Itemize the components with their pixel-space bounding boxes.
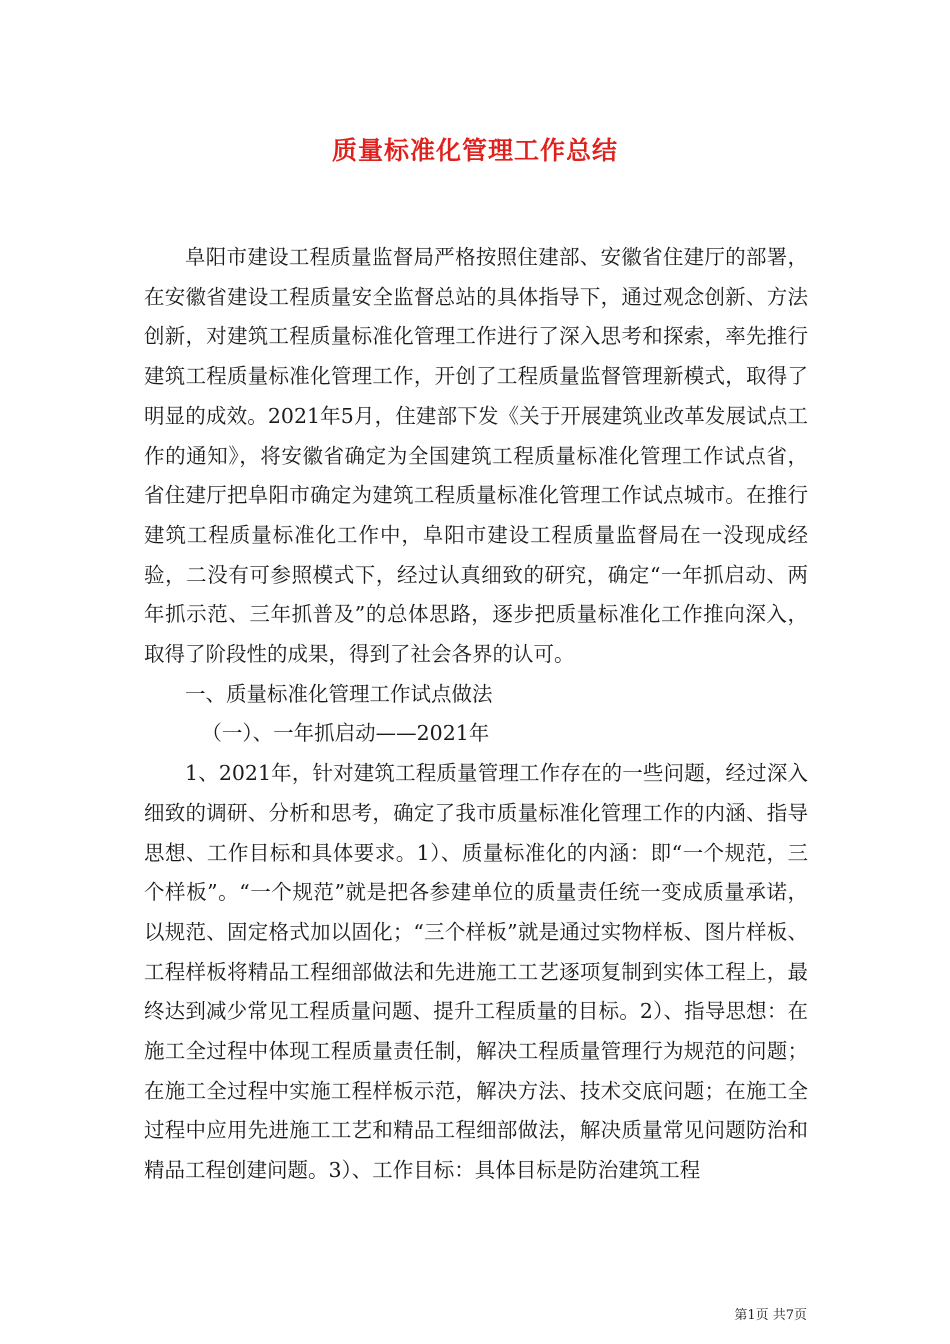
intro-paragraph: 阜阳市建设工程质量监督局严格按照住建部、安徽省住建厅的部署，在安徽省建设工程质量安全监督总站的具体指导下，通过观念创新、方法创新，对建筑工程质量标准化管理工作进行了深入思考和探索，率先推行建筑工程质量标准化管理工作，开创了工程质量监督管理新模式，取得了明显的成效。2021年5月，住建部下发《关于开展建筑业改革发展试点工作的通知》，将安徽省确定为全国建筑工程质量标准化管理工作试点省，省住建厅把阜阳市确定为建筑工程质量标准化管理工作试点城市。在推行建筑工程质量标准化工作中，阜阳市建设工程质量监督局在一没现成经验，二没有可参照模式下，经过认真细致的研究，确定“一年抓启动、两年抓示范、三年抓普及”的总体思路，逐步把质量标准化工作推向深入，取得了阶段性的成果，得到了社会各界的认可。: [144, 245, 808, 667]
subsection-heading: （一）、一年抓启动——2021年: [201, 721, 490, 746]
section-heading: 一、质量标准化管理工作试点做法: [185, 681, 493, 706]
document-body: [144, 238, 808, 1191]
body-paragraph: 1、2021年，针对建筑工程质量管理工作存在的一些问题，经过深入细致的调研、分析和思考，确定了我市质量标准化管理工作的内涵、指导思想、工作目标和具体要求。1）、质量标准化的内涵：即“一个规范，三个样板”。“一个规范”就是把各参建单位的质量责任统一变成质量承诺，以规范、固定格式加以固化；“三个样板”就是通过实物样板、图片样板、工程样板将精品工程细部做法和先进施工工艺逐项复制到实体工程上，最终达到减少常见工程质量问题、提升工程质量的目标。2）、指导思想：在施工全过程中体现工程质量责任制，解决工程质量管理行为规范的问题；在施工全过程中实施工程样板示范，解决方法、技术交底问题；在施工全过程中应用先进施工工艺和精品工程细部做法，解决质量常见问题防治和精品工程创建问题。3）、工作目标：具体目标是防治建筑工程: [144, 761, 808, 1183]
page-number-footer: 第1页 共7页: [734, 1308, 807, 1323]
document-title: 质量标准化管理工作总结: [331, 136, 618, 165]
